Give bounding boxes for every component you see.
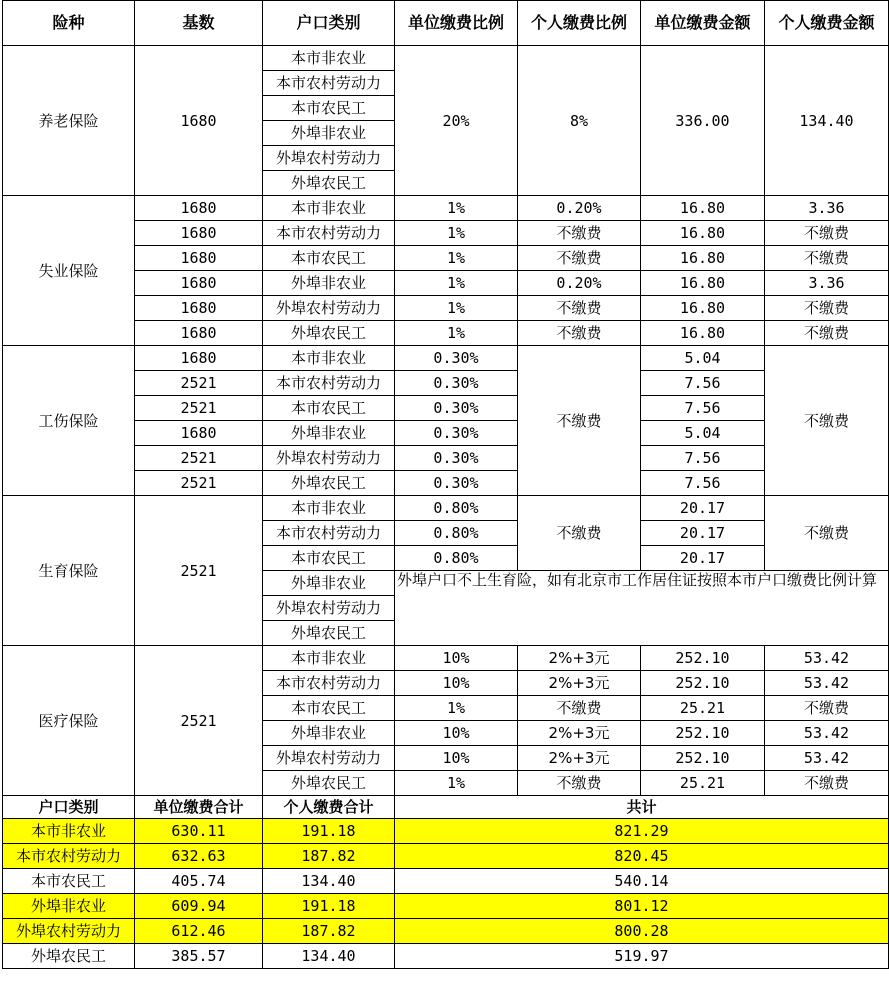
medical-personal-amount: 不缴费 — [765, 771, 889, 796]
summary-category: 本市农村劳动力 — [3, 844, 135, 869]
unemployment-personal-amount: 3.36 — [765, 271, 889, 296]
summary-total: 540.14 — [395, 869, 889, 894]
injury-base: 2521 — [135, 471, 263, 496]
maternity-unit-amount: 20.17 — [641, 546, 765, 571]
summary-personal-total: 191.18 — [263, 894, 395, 919]
maternity-unit-rate: 0.80% — [395, 496, 518, 521]
pension-unit-rate: 20% — [395, 46, 518, 196]
unemployment-row — [3, 296, 889, 321]
unemployment-base: 1680 — [135, 271, 263, 296]
summary-personal-total: 187.82 — [263, 844, 395, 869]
medical-unit-amount: 252.10 — [641, 721, 765, 746]
summary-unit-total: 630.11 — [135, 819, 263, 844]
unemployment-unit-amount: 16.80 — [641, 271, 765, 296]
unemployment-category: 外埠农村劳动力 — [263, 296, 395, 321]
summary-row — [3, 894, 889, 919]
pension-personal-amount: 134.40 — [765, 46, 889, 196]
injury-base: 2521 — [135, 446, 263, 471]
unemployment-category: 外埠农民工 — [263, 321, 395, 346]
medical-unit-rate: 1% — [395, 771, 518, 796]
injury-name: 工伤保险 — [3, 346, 135, 496]
summary-personal-total: 187.82 — [263, 919, 395, 944]
injury-row — [3, 346, 889, 371]
injury-unit-rate: 0.30% — [395, 471, 518, 496]
header-insurance-type: 险种 — [3, 1, 135, 46]
injury-unit-rate: 0.30% — [395, 371, 518, 396]
injury-category: 外埠非农业 — [263, 421, 395, 446]
maternity-category: 本市农民工 — [263, 546, 395, 571]
summary-row — [3, 869, 889, 894]
injury-unit-rate: 0.30% — [395, 396, 518, 421]
injury-base: 1680 — [135, 421, 263, 446]
summary-personal-total: 134.40 — [263, 944, 395, 969]
medical-name: 医疗保险 — [3, 646, 135, 796]
unemployment-row — [3, 321, 889, 346]
summary-total: 800.28 — [395, 919, 889, 944]
summary-category: 外埠农村劳动力 — [3, 919, 135, 944]
maternity-category: 本市非农业 — [263, 496, 395, 521]
injury-unit-rate: 0.30% — [395, 346, 518, 371]
summary-category: 本市农民工 — [3, 869, 135, 894]
medical-unit-amount: 252.10 — [641, 646, 765, 671]
header-row — [3, 1, 889, 46]
unemployment-base: 1680 — [135, 296, 263, 321]
unemployment-row — [3, 246, 889, 271]
unemployment-personal-rate: 不缴费 — [518, 296, 641, 321]
medical-unit-amount: 252.10 — [641, 746, 765, 771]
header-household-type: 户口类别 — [263, 1, 395, 46]
summary-category: 外埠非农业 — [3, 894, 135, 919]
injury-row — [3, 421, 889, 446]
insurance-sheet — [2, 0, 889, 969]
injury-unit-rate: 0.30% — [395, 446, 518, 471]
unemployment-unit-rate: 1% — [395, 321, 518, 346]
unemployment-row — [3, 221, 889, 246]
maternity-note: 外埠户口不上生育险，如有北京市工作居住证按照本市户口缴费比例计算 — [395, 571, 889, 646]
maternity-unit-rate: 0.80% — [395, 521, 518, 546]
unemployment-category: 本市农村劳动力 — [263, 221, 395, 246]
summary-row — [3, 944, 889, 969]
medical-personal-amount: 53.42 — [765, 746, 889, 771]
medical-unit-rate: 10% — [395, 646, 518, 671]
medical-personal-rate: 2%+3元 — [518, 746, 641, 771]
unemployment-personal-rate: 0.20% — [518, 196, 641, 221]
maternity-row — [3, 496, 889, 521]
summary-personal-total: 191.18 — [263, 819, 395, 844]
summary-header-row — [3, 796, 889, 819]
medical-personal-amount: 不缴费 — [765, 696, 889, 721]
medical-category: 本市农民工 — [263, 696, 395, 721]
unemployment-category: 本市农民工 — [263, 246, 395, 271]
pension-category: 外埠农村劳动力 — [263, 146, 395, 171]
unemployment-category: 外埠非农业 — [263, 271, 395, 296]
maternity-unit-amount: 20.17 — [641, 521, 765, 546]
injury-unit-amount: 7.56 — [641, 471, 765, 496]
pension-unit-amount: 336.00 — [641, 46, 765, 196]
injury-personal-amount: 不缴费 — [765, 346, 889, 496]
summary-unit-total: 612.46 — [135, 919, 263, 944]
unemployment-unit-amount: 16.80 — [641, 196, 765, 221]
injury-category: 本市非农业 — [263, 346, 395, 371]
header-base: 基数 — [135, 1, 263, 46]
injury-category: 本市农村劳动力 — [263, 371, 395, 396]
unemployment-personal-rate: 不缴费 — [518, 246, 641, 271]
unemployment-row — [3, 271, 889, 296]
injury-row — [3, 471, 889, 496]
medical-category: 本市非农业 — [263, 646, 395, 671]
unemployment-personal-rate: 不缴费 — [518, 321, 641, 346]
summary-header-unit-total: 单位缴费合计 — [135, 796, 263, 819]
medical-category: 外埠农村劳动力 — [263, 746, 395, 771]
pension-category: 外埠农民工 — [263, 171, 395, 196]
summary-unit-total: 405.74 — [135, 869, 263, 894]
summary-total: 519.97 — [395, 944, 889, 969]
maternity-unit-amount: 20.17 — [641, 496, 765, 521]
medical-personal-rate: 2%+3元 — [518, 721, 641, 746]
pension-category: 本市农村劳动力 — [263, 71, 395, 96]
medical-unit-rate: 1% — [395, 696, 518, 721]
unemployment-category: 本市非农业 — [263, 196, 395, 221]
injury-base: 2521 — [135, 371, 263, 396]
medical-personal-rate: 不缴费 — [518, 771, 641, 796]
unemployment-unit-rate: 1% — [395, 221, 518, 246]
summary-category: 本市非农业 — [3, 819, 135, 844]
medical-unit-amount: 252.10 — [641, 671, 765, 696]
injury-unit-amount: 5.04 — [641, 421, 765, 446]
medical-base: 2521 — [135, 646, 263, 796]
injury-row — [3, 446, 889, 471]
unemployment-personal-amount: 不缴费 — [765, 321, 889, 346]
pension-name: 养老保险 — [3, 46, 135, 196]
unemployment-unit-amount: 16.80 — [641, 246, 765, 271]
maternity-personal-rate: 不缴费 — [518, 496, 641, 571]
insurance-table — [2, 0, 889, 969]
summary-header-personal-total: 个人缴费合计 — [263, 796, 395, 819]
header-unit-rate: 单位缴费比例 — [395, 1, 518, 46]
unemployment-personal-amount: 不缴费 — [765, 221, 889, 246]
medical-unit-amount: 25.21 — [641, 696, 765, 721]
medical-unit-amount: 25.21 — [641, 771, 765, 796]
unemployment-personal-rate: 不缴费 — [518, 221, 641, 246]
injury-unit-amount: 7.56 — [641, 396, 765, 421]
maternity-personal-amount: 不缴费 — [765, 496, 889, 571]
summary-unit-total: 385.57 — [135, 944, 263, 969]
medical-personal-amount: 53.42 — [765, 646, 889, 671]
maternity-category: 外埠农民工 — [263, 621, 395, 646]
summary-unit-total: 609.94 — [135, 894, 263, 919]
medical-personal-rate: 2%+3元 — [518, 646, 641, 671]
summary-header-category: 户口类别 — [3, 796, 135, 819]
injury-base: 2521 — [135, 396, 263, 421]
maternity-unit-rate: 0.80% — [395, 546, 518, 571]
unemployment-unit-amount: 16.80 — [641, 221, 765, 246]
medical-category: 外埠非农业 — [263, 721, 395, 746]
summary-unit-total: 632.63 — [135, 844, 263, 869]
unemployment-personal-amount: 不缴费 — [765, 246, 889, 271]
header-personal-amount: 个人缴费金额 — [765, 1, 889, 46]
medical-personal-rate: 不缴费 — [518, 696, 641, 721]
injury-category: 外埠农村劳动力 — [263, 446, 395, 471]
summary-header-total: 共计 — [395, 796, 889, 819]
maternity-base: 2521 — [135, 496, 263, 646]
unemployment-base: 1680 — [135, 196, 263, 221]
summary-total: 821.29 — [395, 819, 889, 844]
injury-row — [3, 371, 889, 396]
unemployment-base: 1680 — [135, 321, 263, 346]
injury-base: 1680 — [135, 346, 263, 371]
pension-category: 本市农民工 — [263, 96, 395, 121]
summary-total: 820.45 — [395, 844, 889, 869]
unemployment-unit-rate: 1% — [395, 296, 518, 321]
unemployment-base: 1680 — [135, 221, 263, 246]
unemployment-row — [3, 196, 889, 221]
maternity-category: 本市农村劳动力 — [263, 521, 395, 546]
injury-category: 本市农民工 — [263, 396, 395, 421]
medical-personal-amount: 53.42 — [765, 671, 889, 696]
injury-row — [3, 396, 889, 421]
pension-category: 本市非农业 — [263, 46, 395, 71]
pension-category: 外埠非农业 — [263, 121, 395, 146]
pension-base: 1680 — [135, 46, 263, 196]
unemployment-unit-rate: 1% — [395, 196, 518, 221]
injury-personal-rate: 不缴费 — [518, 346, 641, 496]
maternity-name: 生育保险 — [3, 496, 135, 646]
pension-personal-rate: 8% — [518, 46, 641, 196]
medical-unit-rate: 10% — [395, 671, 518, 696]
unemployment-unit-amount: 16.80 — [641, 296, 765, 321]
injury-unit-amount: 7.56 — [641, 371, 765, 396]
injury-unit-amount: 7.56 — [641, 446, 765, 471]
medical-row — [3, 646, 889, 671]
medical-category: 外埠农民工 — [263, 771, 395, 796]
maternity-category: 外埠农村劳动力 — [263, 596, 395, 621]
summary-total: 801.12 — [395, 894, 889, 919]
medical-personal-amount: 53.42 — [765, 721, 889, 746]
unemployment-base: 1680 — [135, 246, 263, 271]
unemployment-unit-amount: 16.80 — [641, 321, 765, 346]
summary-row — [3, 844, 889, 869]
header-personal-rate: 个人缴费比例 — [518, 1, 641, 46]
unemployment-personal-amount: 3.36 — [765, 196, 889, 221]
medical-unit-rate: 10% — [395, 746, 518, 771]
summary-personal-total: 134.40 — [263, 869, 395, 894]
pension-row — [3, 46, 889, 71]
medical-personal-rate: 2%+3元 — [518, 671, 641, 696]
unemployment-personal-amount: 不缴费 — [765, 296, 889, 321]
summary-row — [3, 819, 889, 844]
injury-unit-rate: 0.30% — [395, 421, 518, 446]
medical-category: 本市农村劳动力 — [263, 671, 395, 696]
maternity-category: 外埠非农业 — [263, 571, 395, 596]
injury-category: 外埠农民工 — [263, 471, 395, 496]
summary-category: 外埠农民工 — [3, 944, 135, 969]
header-unit-amount: 单位缴费金额 — [641, 1, 765, 46]
unemployment-personal-rate: 0.20% — [518, 271, 641, 296]
injury-unit-amount: 5.04 — [641, 346, 765, 371]
summary-row — [3, 919, 889, 944]
unemployment-name: 失业保险 — [3, 196, 135, 346]
unemployment-unit-rate: 1% — [395, 271, 518, 296]
medical-unit-rate: 10% — [395, 721, 518, 746]
unemployment-unit-rate: 1% — [395, 246, 518, 271]
